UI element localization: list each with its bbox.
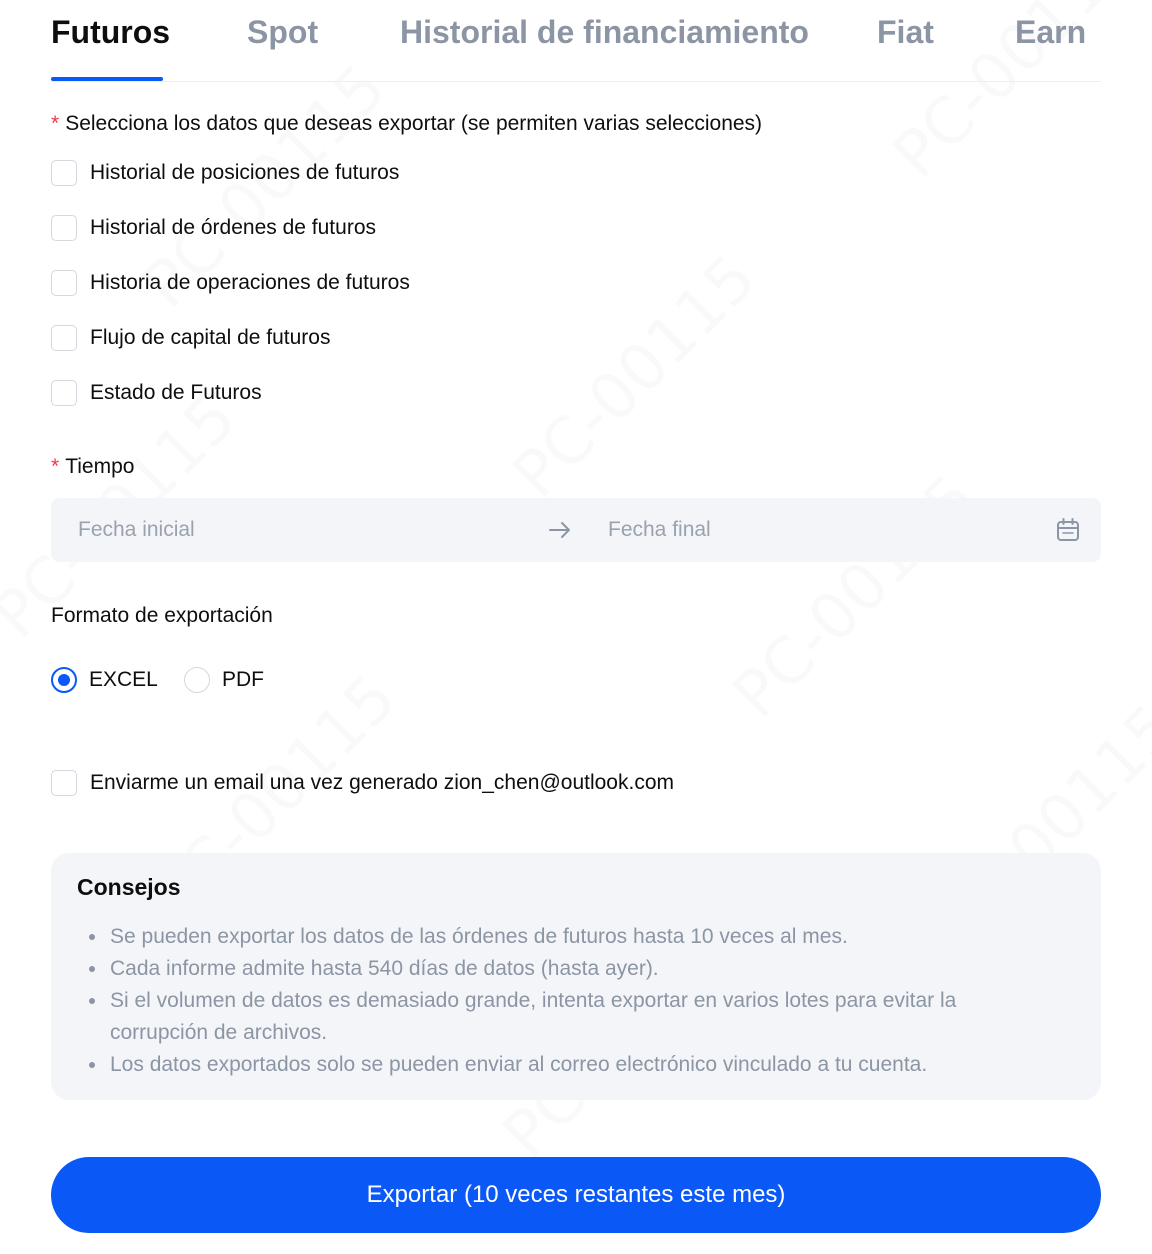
checkbox-email-notification[interactable]	[51, 769, 674, 797]
export-format-label: Formato de exportación	[51, 604, 273, 627]
tab-spot[interactable]: Spot	[247, 14, 319, 50]
start-date-input[interactable]: Fecha inicial	[78, 518, 195, 541]
required-mark: *	[51, 112, 60, 135]
tab-earn[interactable]: Earn	[1015, 14, 1087, 50]
watermark	[499, 241, 771, 513]
checkbox-label: Historial de órdenes de futuros	[90, 216, 376, 239]
calendar-icon[interactable]	[1055, 517, 1081, 543]
data-selection-label-text: Selecciona los datos que deseas exportar (se permiten varias selecciones)	[65, 112, 763, 135]
radio-button[interactable]	[51, 667, 77, 693]
date-range-picker[interactable]	[51, 498, 1101, 562]
radio-excel[interactable]	[51, 666, 158, 694]
checkbox-estado-futuros[interactable]	[51, 379, 262, 407]
export-button[interactable]: Exportar (10 veces restantes este mes)	[51, 1157, 1101, 1233]
radio-pdf[interactable]	[184, 666, 264, 694]
tips-panel	[51, 853, 1101, 1100]
tip-item: Los datos exportados solo se pueden enviar al correo electrónico vinculado a tu cuenta.	[89, 1049, 1049, 1081]
checkbox[interactable]	[51, 380, 77, 406]
arrow-right-icon	[547, 517, 573, 543]
checkbox-flujo-capital[interactable]	[51, 324, 330, 352]
tab-futuros[interactable]: Futuros	[51, 14, 171, 50]
required-mark: *	[51, 455, 60, 478]
checkbox[interactable]	[51, 325, 77, 351]
checkbox-historial-ordenes[interactable]	[51, 214, 376, 242]
radio-label: EXCEL	[89, 668, 158, 691]
tab-bar	[51, 0, 1101, 82]
checkbox-historia-operaciones[interactable]	[51, 269, 410, 297]
time-label	[51, 455, 134, 479]
tab-fiat[interactable]: Fiat	[877, 14, 934, 50]
end-date-input[interactable]: Fecha final	[608, 518, 711, 541]
checkbox-label: Flujo de capital de futuros	[90, 326, 331, 349]
checkbox-label: Historia de operaciones de futuros	[90, 271, 410, 294]
tip-item: Se pueden exportar los datos de las órdenes de futuros hasta 10 veces al mes.	[89, 921, 1049, 953]
active-tab-indicator	[51, 77, 163, 81]
radio-label: PDF	[222, 668, 264, 691]
checkbox[interactable]	[51, 160, 77, 186]
radio-button[interactable]	[184, 667, 210, 693]
time-label-text: Tiempo	[65, 455, 135, 478]
checkbox-label: Enviarme un email una vez generado zion_chen@outlook.com	[90, 771, 674, 794]
checkbox-historial-posiciones[interactable]	[51, 159, 399, 187]
checkbox[interactable]	[51, 270, 77, 296]
checkbox[interactable]	[51, 215, 77, 241]
checkbox-label: Estado de Futuros	[90, 381, 262, 404]
tip-item: Cada informe admite hasta 540 días de datos (hasta ayer).	[89, 953, 1049, 985]
tips-list	[89, 921, 1049, 1081]
checkbox[interactable]	[51, 770, 77, 796]
tips-title: Consejos	[77, 874, 181, 900]
data-selection-label	[51, 112, 762, 136]
checkbox-label: Historial de posiciones de futuros	[90, 161, 400, 184]
tip-item: Si el volumen de datos es demasiado grande, intenta exportar en varios lotes para evitar la corrupción de archivos.	[89, 985, 1049, 1049]
tab-historial-financiamiento[interactable]: Historial de financiamiento	[400, 14, 809, 50]
